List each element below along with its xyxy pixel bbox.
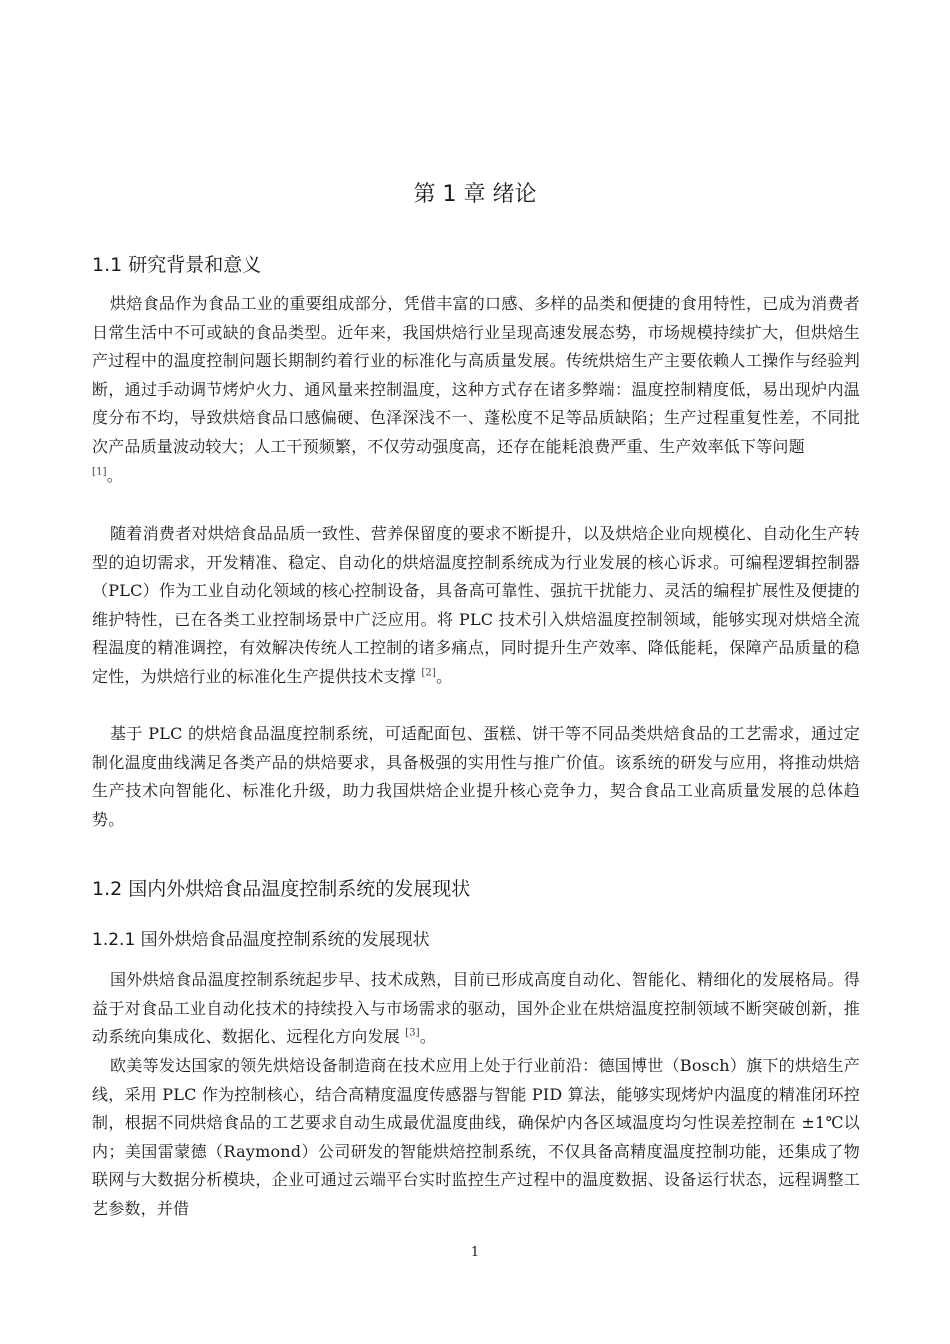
subsection-heading-1-2-1: 1.2.1 国外烘焙食品温度控制系统的发展现状 — [92, 930, 430, 950]
paragraph-text: 烘焙食品作为食品工业的重要组成部分，凭借丰富的口感、多样的品类和便捷的食用特性，已成为消费者日常生活中不可或缺的食品类型。近年来，我国烘焙行业呈现高速发展态势，市场规模持续扩大，但烘焙生产过程中的温度控制问题长期制约着行业的标准化与高质量发展。传统烘焙生产主要依赖人工操作与经验判断，通过手动调节烤炉火力、通风量来控制温度，这种方式存在诸多弊端：温度控制精度低，易出现炉内温度分布不均，导致烘焙食品口感偏硬、色泽深浅不一、蓬松度不足等品质缺陷；生产过程重复性差，不同批次产品质量波动较大；人工干预频繁，不仅劳动强度高，还存在能耗浪费严重、生产效率低下等问题 — [92, 294, 860, 456]
paragraph-text: 随着消费者对烘焙食品品质一致性、营养保留度的要求不断提升，以及烘焙企业向规模化、自动化生产转型的迫切需求，开发精准、稳定、自动化的烘焙温度控制系统成为行业发展的核心诉求。可编程逻辑控制器（PLC）作为工业自动化领域的核心控制设备，具备高可靠性、强抗干扰能力、灵活的编程扩展性及便捷的维护特性，已在各类工业控制场景中广泛应用。将 PLC 技术引入烘焙温度控制领域，能够实现对烘焙全流程温度的精准调控，有效解决传统人工控制的诸多痛点，同时提升生产效率、降低能耗，保障产品质量的稳定性，为烘焙行业的标准化生产提供技术支撑 — [92, 524, 860, 686]
citation-ref: [3] — [405, 1027, 420, 1039]
citation-ref: [2] — [421, 667, 437, 679]
paragraph-text: 国外烘焙食品温度控制系统起步早、技术成熟，目前已形成高度自动化、智能化、精细化的发展格局。得益于对食品工业自动化技术的持续投入与市场需求的驱动，国外企业在烘焙温度控制领域不断突破创新，推动系统向集成化、数据化、远程化方向发展 — [92, 970, 860, 1047]
paragraph — [92, 720, 860, 834]
paragraph — [92, 1052, 860, 1224]
paragraph — [92, 966, 860, 1052]
paragraph-tail: 。 — [106, 465, 123, 485]
paragraph — [92, 290, 860, 490]
paragraph-text: 基于 PLC 的烘焙食品温度控制系统，可适配面包、蛋糕、饼干等不同品类烘焙食品的工艺需求，通过定制化温度曲线满足各类产品的烘焙要求，具备极强的实用性与推广价值。该系统的研发与应用，将推动烘焙生产技术向智能化、标准化升级，助力我国烘焙企业提升核心竞争力，契合食品工业高质量发展的总体趋势。 — [92, 724, 860, 829]
paragraph-tail: 。 — [419, 1027, 437, 1047]
paragraph-text: 欧美等发达国家的领先烘焙设备制造商在技术应用上处于行业前沿：德国博世（Bosch）旗下的烘焙生产线，采用 PLC 作为控制核心，结合高精度温度传感器与智能 PID 算法，能够实现烤炉内温度的精准闭环控制，根据不同烘焙食品的工艺要求自动生成最优温度曲线，确保炉内各区域温度均匀性误差控制在 ±1℃以内；美国雷蒙德（Raymond）公司研发的智能烘焙控制系统，不仅具备高精度温度控制功能，还集成了物联网与大数据分析模块，企业可通过云端平台实时监控生产过程中的温度数据、设备运行状态，远程调整工艺参数，并借 — [92, 1056, 860, 1218]
page-number: 1 — [470, 1245, 480, 1260]
paragraph-tail: 。 — [436, 666, 453, 686]
citation-ref: [1] — [92, 466, 107, 478]
paragraph — [92, 520, 860, 692]
section-heading-1-2: 1.2 国内外烘焙食品温度控制系统的发展现状 — [92, 878, 471, 900]
section-heading-1-1: 1.1 研究背景和意义 — [92, 254, 262, 276]
chapter-title: 第 1 章 绪论 — [413, 182, 537, 207]
